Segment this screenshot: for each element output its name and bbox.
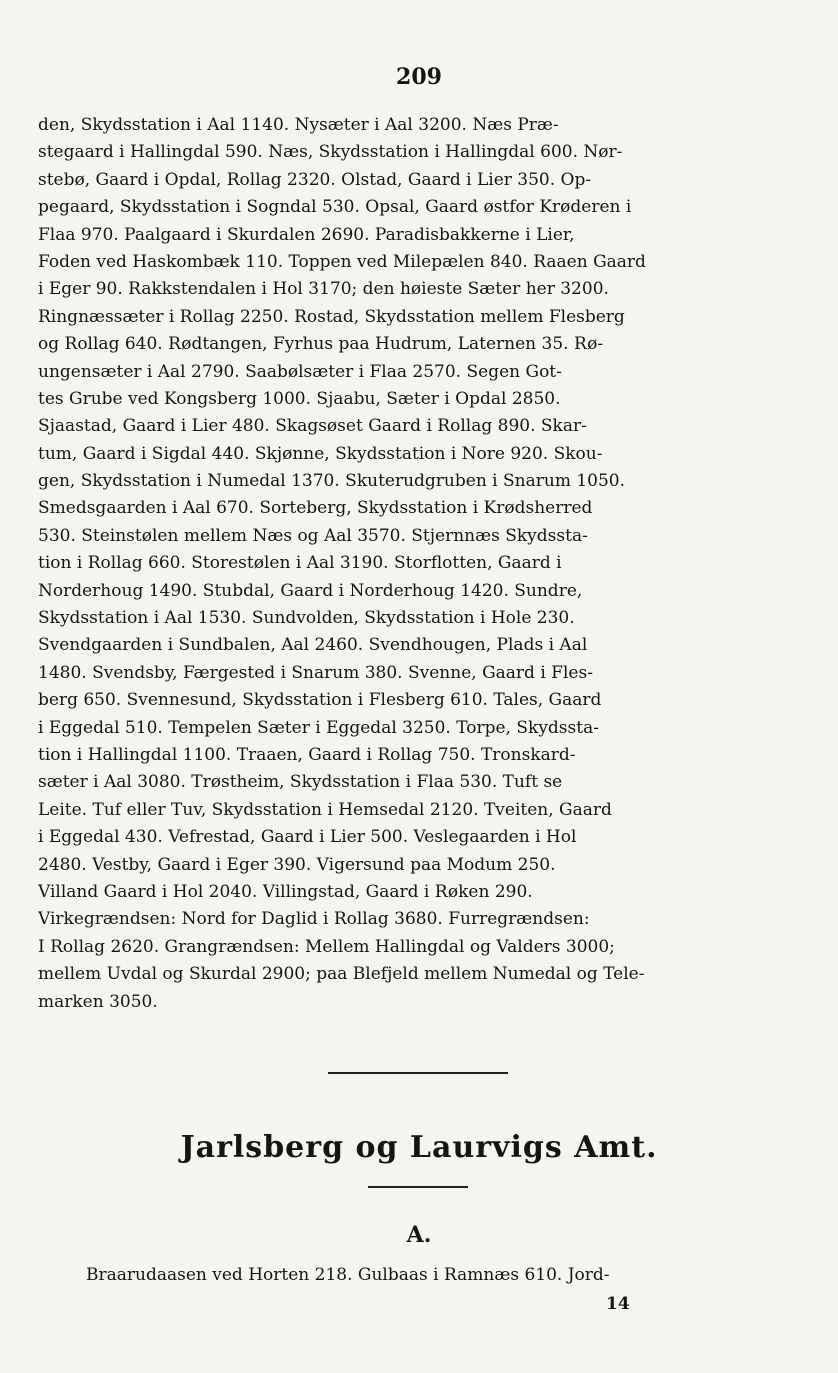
- text-line: stegaard i Hallingdal 590. Næs, Skydsstation i Hallingdal 600. Nør-: [38, 142, 623, 163]
- text-line: i Eggedal 430. Vefrestad, Gaard i Lier 500. Veslegaarden i Hol: [38, 827, 577, 848]
- text-line: stebø, Gaard i Opdal, Rollag 2320. Olstad, Gaard i Lier 350. Op-: [38, 169, 592, 190]
- text-line: berg 650. Svennesund, Skydsstation i Flesberg 610. Tales, Gaard: [38, 690, 602, 711]
- text-line: Foden ved Haskombæk 110. Toppen ved Milepælen 840. Raaen Gaard: [38, 251, 646, 272]
- text-line: 2480. Vestby, Gaard i Eger 390. Vigersund paa Modum 250.: [38, 854, 556, 875]
- text-line: Villand Gaard i Hol 2040. Villingstad, Gaard i Røken 290.: [38, 881, 533, 902]
- text-line: Norderhoug 1490. Stubdal, Gaard i Norderhoug 1420. Sundre,: [38, 580, 583, 601]
- text-line: i Eggedal 510. Tempelen Sæter i Eggedal 3250. Torpe, Skydssta-: [38, 717, 599, 738]
- text-line: Ringnæssæter i Rollag 2250. Rostad, Skydsstation mellem Flesberg: [38, 306, 625, 327]
- text-line: sæter i Aal 3080. Trøstheim, Skydsstation i Flaa 530. Tuft se: [38, 772, 563, 793]
- signature-mark: 14: [606, 1294, 630, 1314]
- text-line: Smedsgaarden i Aal 670. Sorteberg, Skydsstation i Krødsherred: [38, 498, 593, 519]
- text-line: Virkegrændsen: Nord for Daglid i Rollag 3680. Furregrændsen:: [38, 909, 590, 930]
- text-line: tion i Rollag 660. Storestølen i Aal 3190. Storflotten, Gaard i: [38, 553, 562, 574]
- text-line: tum, Gaard i Sigdal 440. Skjønne, Skydsstation i Nore 920. Skou-: [38, 443, 603, 464]
- text-line: Braarudaasen ved Horten 218. Gulbaas i Ramnæs 610. Jord-: [86, 1265, 610, 1285]
- text-line: i Eger 90. Rakkstendalen i Hol 3170; den høieste Sæter her 3200.: [38, 279, 609, 300]
- text-line: Leite. Tuf eller Tuv, Skydsstation i Hemsedal 2120. Tveiten, Gaard: [38, 799, 612, 820]
- subsection-letter: A.: [406, 1222, 432, 1248]
- text-line: mellem Uvdal og Skurdal 2900; paa Blefjeld mellem Numedal og Tele-: [38, 964, 645, 985]
- text-line: Sjaastad, Gaard i Lier 480. Skagsøset Gaard i Rollag 890. Skar-: [38, 416, 587, 437]
- text-line: ungensæter i Aal 2790. Saabølsæter i Flaa 2570. Segen Got-: [38, 361, 562, 382]
- text-line: 530. Steinstølen mellem Næs og Aal 3570. Stjernnæs Skydssta-: [38, 525, 588, 546]
- text-line: Flaa 970. Paalgaard i Skurdalen 2690. Paradisbakkerne i Lier,: [38, 224, 575, 245]
- section-divider-bottom: [368, 1186, 468, 1188]
- text-line: marken 3050.: [38, 991, 158, 1012]
- text-line: gen, Skydsstation i Numedal 1370. Skuterudgruben i Snarum 1050.: [38, 471, 626, 492]
- text-line: Skydsstation i Aal 1530. Sundvolden, Skydsstation i Hole 230.: [38, 608, 575, 629]
- text-line: og Rollag 640. Rødtangen, Fyrhus paa Hudrum, Laternen 35. Rø-: [38, 334, 604, 355]
- text-line: tes Grube ved Kongsberg 1000. Sjaabu, Sæter i Opdal 2850.: [38, 388, 561, 409]
- text-line: I Rollag 2620. Grangrændsen: Mellem Hallingdal og Valders 3000;: [38, 936, 615, 957]
- text-line: tion i Hallingdal 1100. Traaen, Gaard i Rollag 750. Tronskard-: [38, 744, 576, 765]
- page-number: 209: [396, 64, 442, 90]
- text-line: Svendgaarden i Sundbalen, Aal 2460. Svendhougen, Plads i Aal: [38, 635, 588, 656]
- section-divider-top: [328, 1072, 508, 1074]
- text-line: den, Skydsstation i Aal 1140. Nysæter i Aal 3200. Næs Præ-: [38, 115, 559, 135]
- text-line: 1480. Svendsby, Færgested i Snarum 380. Svenne, Gaard i Fles-: [38, 662, 593, 683]
- text-line: pegaard, Skydsstation i Sogndal 530. Opsal, Gaard østfor Krøderen i: [38, 197, 632, 218]
- section-title: Jarlsberg og Laurvigs Amt.: [180, 1130, 658, 1165]
- body-text: [38, 112, 804, 1016]
